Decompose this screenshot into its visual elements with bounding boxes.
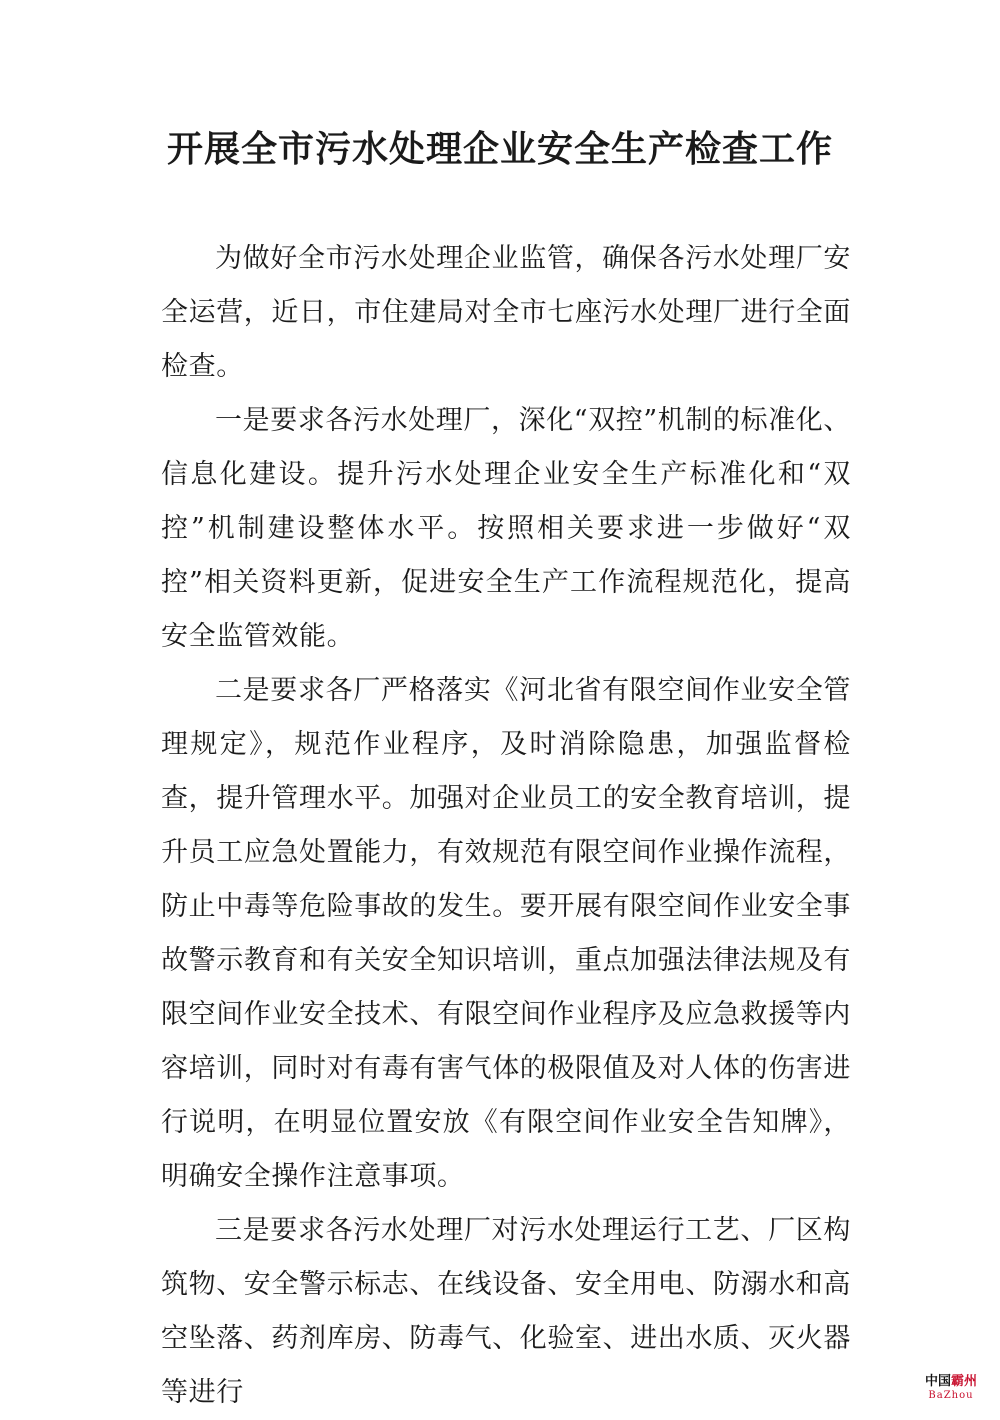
paragraph-item-two: 二是要求各厂严格落实《河北省有限空间作业安全管理规定》，规范作业程序，及时消除隐患，加强监督检查，提升管理水平。加强对企业员工的安全教育培训，提升员工应急处置能力，有效规范有限空间作业操作流程，防止中毒等危险事故的发生。要开展有限空间作业安全事故警示教育和有关安全知识培训，重点加强法律法规及有限空间作业安全技术、有限空间作业程序及应急救援等内容培训，同时对有毒有害气体的极限值及对人体的伤害进行说明，在明显位置安放《有限空间作业安全告知牌》，明确安全操作注意事项。 xyxy=(161,675,851,1192)
watermark-name: 霸州 xyxy=(951,1374,978,1389)
document-body xyxy=(161,232,851,1420)
paragraph-item-one: 一是要求各污水处理厂，深化“双控”机制的标准化、信息化建设。提升污水处理企业安全生产标准化和“双控”机制建设整体水平。按照相关要求进一步做好“双控”相关资料更新，促进安全生产工作流程规范化，提高安全监管效能。 xyxy=(161,405,852,652)
page-title: 开展全市污水处理企业安全生产检查工作 xyxy=(166,129,833,170)
watermark-subtitle: BaZhou xyxy=(928,1390,974,1401)
watermark-title xyxy=(916,1374,986,1390)
paragraph-intro: 为做好全市污水处理企业监管，确保各污水处理厂安全运营，近日，市住建局对全市七座污水处理厂进行全面检查。 xyxy=(161,243,851,382)
bazhou-watermark-logo xyxy=(916,1374,986,1402)
watermark-prefix: 中国 xyxy=(924,1374,951,1389)
paragraph-item-three: 三是要求各污水处理厂对污水处理运行工艺、厂区构筑物、安全警示标志、在线设备、安全用电、防溺水和高空坠落、药剂库房、防毒气、化验室、进出水质、灭火器等进行 xyxy=(161,1215,851,1408)
